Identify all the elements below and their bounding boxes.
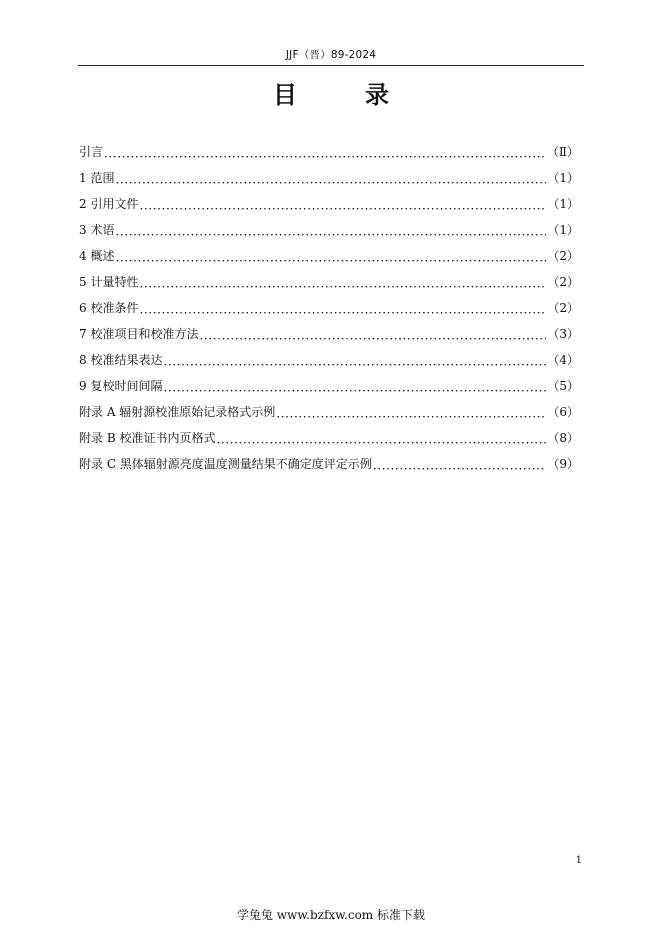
toc-entry-page: （6） [547,405,579,419]
toc-entry-calibration-items-methods[interactable] [79,325,579,351]
toc-dot-leader [139,279,546,293]
toc-entry-label: 6 校准条件 [79,301,139,315]
toc-entry-overview[interactable] [79,247,579,273]
toc-entry-label: 引言 [79,145,104,159]
toc-entry-appendix-a[interactable] [79,403,579,429]
footer-watermark-text: 学兔兔 www.bzfxw.com 标准下载 [236,908,426,922]
document-code-header: JJF（晋）89-2024 [285,49,377,61]
toc-entry-results-expression[interactable] [79,351,579,377]
toc-entry-label: 附录 A 辐射源校准原始记录格式示例 [79,405,276,419]
toc-entry-appendix-b[interactable] [79,429,579,455]
toc-entry-page: （1） [547,223,579,237]
toc-entry-references[interactable] [79,195,579,221]
toc-entry-page: （2） [547,249,579,263]
page-number: 1 [575,855,582,866]
toc-entry-page: （3） [547,327,579,341]
table-of-contents [79,143,579,481]
toc-entry-label: 4 概述 [79,249,115,263]
toc-entry-foreword[interactable] [79,143,579,169]
toc-entry-page: （8） [547,431,579,445]
toc-dot-leader [373,461,547,475]
toc-entry-page: （5） [547,379,579,393]
toc-entry-metrological-characteristics[interactable] [79,273,579,299]
toc-dot-leader [276,409,546,423]
toc-entry-label: 2 引用文件 [79,197,139,211]
page-title: 目 录 [273,81,411,109]
header-divider [78,65,584,66]
toc-entry-recalibration-interval[interactable] [79,377,579,403]
toc-entry-label: 9 复校时间间隔 [79,379,163,393]
toc-dot-leader [115,175,546,189]
toc-dot-leader [115,227,546,241]
toc-entry-page: （Ⅱ） [546,145,579,159]
toc-entry-page: （1） [547,197,579,211]
toc-dot-leader [139,305,546,319]
toc-entry-terms[interactable] [79,221,579,247]
toc-entry-label: 1 范围 [79,171,115,185]
toc-entry-label: 7 校准项目和校准方法 [79,327,199,341]
toc-dot-leader [104,149,546,163]
toc-entry-page: （4） [547,353,579,367]
toc-entry-label: 附录 B 校准证书内页格式 [79,431,216,445]
toc-dot-leader [163,383,546,397]
toc-entry-label: 3 术语 [79,223,115,237]
toc-entry-page: （9） [547,457,579,471]
toc-entry-page: （2） [547,275,579,289]
toc-dot-leader [163,357,546,371]
toc-entry-label: 5 计量特性 [79,275,139,289]
toc-entry-scope[interactable] [79,169,579,195]
toc-dot-leader [139,201,546,215]
toc-entry-label: 8 校准结果表达 [79,353,163,367]
toc-entry-calibration-conditions[interactable] [79,299,579,325]
toc-dot-leader [216,435,546,449]
toc-dot-leader [115,253,546,267]
toc-entry-page: （2） [547,301,579,315]
toc-dot-leader [199,331,546,345]
toc-entry-page: （1） [547,171,579,185]
toc-entry-label: 附录 C 黑体辐射源亮度温度测量结果不确定度评定示例 [79,457,372,471]
toc-entry-appendix-c[interactable] [79,455,579,481]
